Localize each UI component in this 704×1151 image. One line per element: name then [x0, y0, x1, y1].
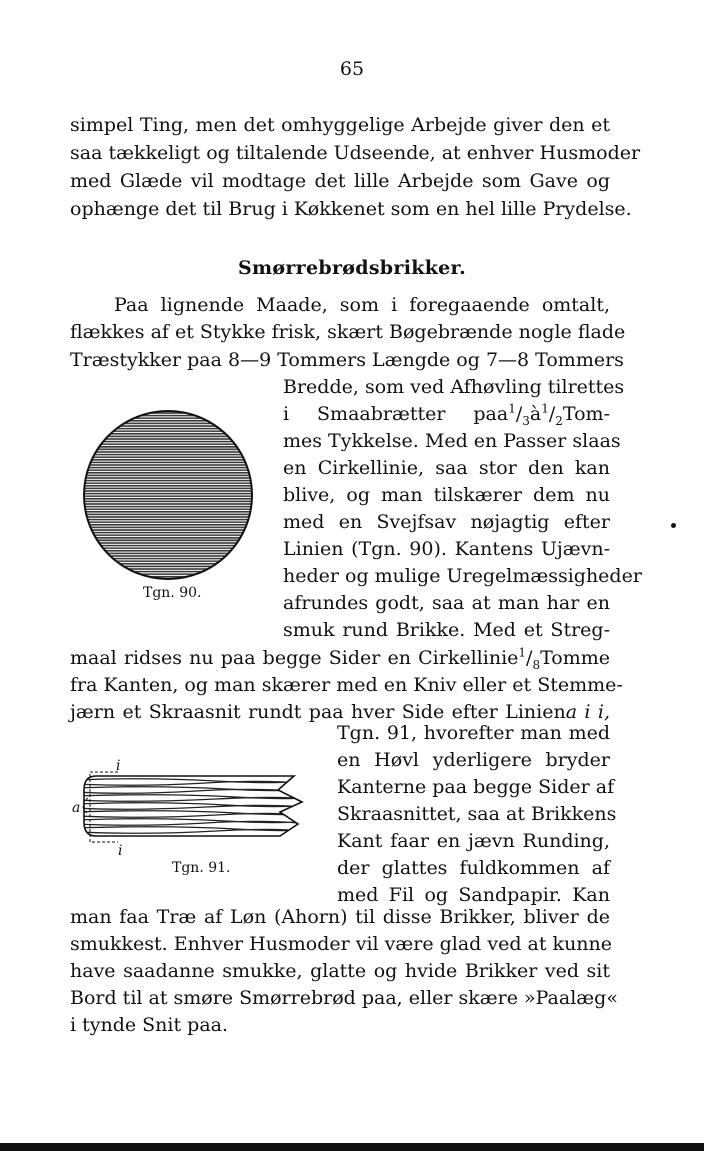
text-line: smukkest. Enhver Husmoder vil være glad ved at kunne — [70, 933, 613, 955]
text-line: med Fil og Sandpapir. Kan — [337, 884, 610, 906]
fraction-denominator: 3 — [522, 413, 530, 428]
section-heading: Smørrebrødsbrikker. — [237, 257, 467, 279]
fraction-1-2: $^1/_2$ — [541, 401, 563, 428]
figure-90-disc — [80, 407, 256, 587]
text-line: saa tækkeligt og tiltalende Udseende, at enhver Husmoder — [70, 142, 641, 164]
text-run: i Smaabrætter paa — [283, 403, 509, 425]
text-line: Paa lignende Maade, som i foregaaende omtalt, — [114, 294, 610, 316]
text-line: Kanterne paa begge Sider af — [337, 776, 615, 798]
figure-reference: a i i, — [565, 701, 610, 723]
ink-speck — [671, 523, 676, 528]
text-run: maal ridses nu paa begge Sider en Cirkellinie — [70, 647, 519, 669]
scan-edge-bar — [0, 1143, 704, 1151]
fraction-1-3: $^1/_3$ — [508, 401, 530, 428]
figure-91-label-top: i — [116, 758, 121, 774]
text-line: i tynde Snit paa. — [70, 1014, 229, 1036]
text-line: Bord til at smøre Smørrebrød paa, eller skære »Paalæg« — [70, 987, 618, 1009]
text-line: smuk rund Brikke. Med et Streg- — [283, 619, 610, 641]
figure-91-caption: Tgn. 91. — [172, 860, 231, 876]
text-run: jærn et Skraasnit rundt paa hver Side efter Linien — [70, 701, 566, 723]
text-line: simpel Ting, men det omhyggelige Arbejde giver den et — [70, 114, 610, 136]
fraction-denominator: 8 — [532, 657, 541, 672]
text-line: afrundes godt, saa at man har en — [283, 592, 610, 614]
figure-91-label-left: a — [72, 800, 81, 816]
text-line: med en Svejfsav nøjagtig efter — [283, 511, 610, 533]
figure-91-label-bottom: i — [118, 843, 123, 858]
text-line: heder og mulige Uregelmæssigheder — [283, 565, 642, 587]
text-line: en Cirkellinie, saa stor den kan — [283, 457, 610, 479]
text-line: man faa Træ af Løn (Ahorn) til disse Brikker, bliver de — [70, 906, 610, 928]
text-line: der glattes fuldkommen af — [337, 857, 610, 879]
text-run: à — [529, 403, 542, 425]
text-line: flækkes af et Stykke frisk, skært Bøgebrænde nogle flade — [70, 321, 626, 343]
text-line: blive, og man tilskærer dem nu — [283, 484, 610, 506]
text-line: Linien (Tgn. 90). Kantens Ujævn- — [283, 538, 610, 560]
text-line: Træstykker paa 8—9 Tommers Længde og 7—8 Tommers — [70, 349, 624, 371]
text-line: Tgn. 91, hvorefter man med — [337, 722, 610, 744]
text-line: en Høvl yderligere bryder — [337, 749, 610, 771]
figure-91-board-section — [66, 758, 316, 862]
text-line: Skraasnittet, saa at Brikkens — [337, 803, 617, 825]
fraction-1-8: $^1/_8$ — [518, 645, 541, 672]
text-line: fra Kanten, og man skærer med en Kniv eller et Stemme- — [70, 674, 623, 696]
text-line: mes Tykkelse. Med en Passer slaas — [283, 430, 621, 452]
figure-90-caption: Tgn. 90. — [143, 585, 202, 601]
text-line-fraction — [70, 644, 610, 672]
page-number: 65 — [339, 58, 365, 80]
text-line: ophænge det til Brug i Køkkenet som en hel lille Prydelse. — [70, 198, 632, 220]
fraction-numerator: 1 — [518, 645, 527, 660]
text-line: Kant faar en jævn Runding, — [337, 830, 610, 852]
text-run: Tom- — [562, 403, 610, 425]
text-line: Bredde, som ved Afhøvling tilrettes — [283, 376, 625, 398]
text-line: have saadanne smukke, glatte og hvide Brikker ved sit — [70, 960, 610, 982]
text-run: Tomme — [540, 647, 610, 669]
fraction-numerator: 1 — [541, 401, 549, 416]
fraction-numerator: 1 — [508, 401, 516, 416]
text-line-fraction — [283, 400, 610, 428]
fraction-denominator: 2 — [555, 413, 563, 428]
text-line: med Glæde vil modtage det lille Arbejde som Gave og — [70, 170, 610, 192]
